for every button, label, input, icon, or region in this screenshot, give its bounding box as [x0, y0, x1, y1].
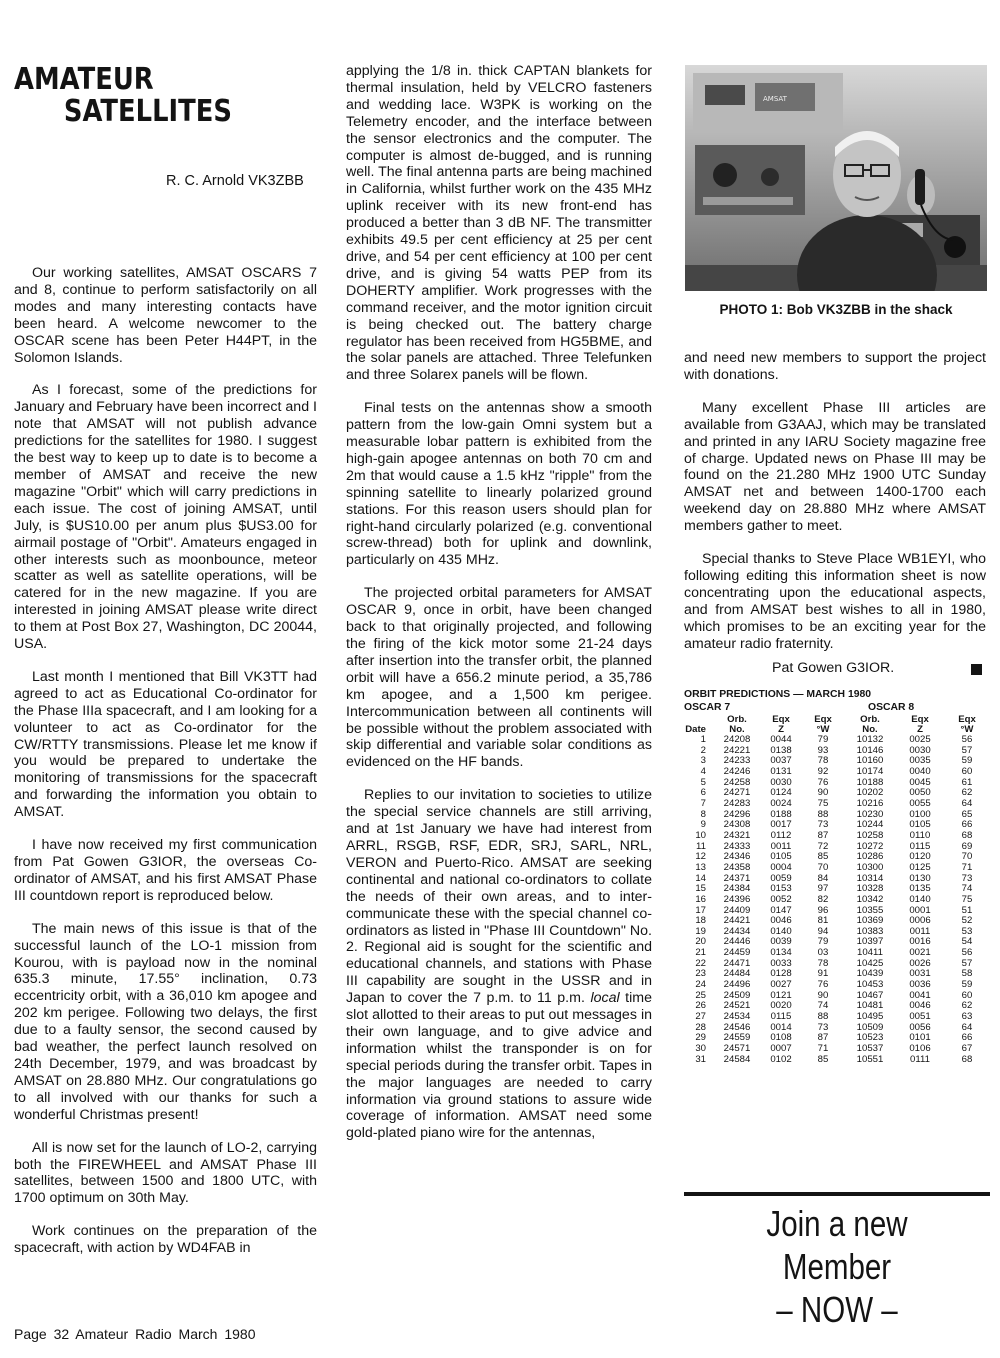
table-cell: 0101 [909, 1032, 931, 1044]
table-cell: 0050 [909, 787, 931, 799]
table-cell: 03 [817, 947, 829, 959]
table-cell: 0039 [770, 936, 792, 948]
table-cell: 24546 [723, 1021, 751, 1033]
table-cell: 3 [700, 755, 706, 767]
table-cell: 0030 [770, 776, 792, 788]
paragraph: and need new members to support the project with donations. [684, 350, 986, 383]
table-cell: 56 [961, 734, 973, 745]
table-cell: 64 [961, 1021, 973, 1033]
table-cell: 0112 [770, 829, 792, 841]
table-cell: 88 [817, 808, 829, 820]
table-row [684, 895, 990, 906]
table-cell: 52 [961, 915, 973, 927]
table-cell: 10300 [856, 861, 884, 873]
article-title [14, 64, 272, 128]
table-cell: 94 [817, 925, 829, 937]
table-cell: 76 [817, 776, 829, 788]
col-header: Orb. [860, 713, 880, 725]
table-cell: 24496 [723, 979, 751, 991]
table-cell: 0007 [770, 1043, 792, 1055]
advert-divider [684, 1192, 990, 1196]
col-header: Z [917, 723, 923, 735]
table-cell: 10 [695, 829, 706, 841]
col-header: Z [778, 723, 784, 735]
table-cell: 24509 [723, 989, 751, 1001]
table-cell: 24283 [723, 797, 751, 809]
byline: R. C. Arnold VK3ZBB [166, 173, 304, 189]
table-cell: 57 [961, 957, 973, 969]
table-row [684, 863, 990, 874]
column-1 [14, 265, 317, 1273]
table-cell: 7 [700, 797, 706, 809]
table-cell: 4 [700, 765, 706, 777]
table-cell: 64 [961, 797, 973, 809]
table-cell: 73 [817, 819, 829, 831]
col-header: °W [960, 723, 974, 735]
table-cell: 0037 [770, 755, 792, 767]
table-cell: 24246 [723, 765, 751, 777]
table-cell: 24484 [723, 968, 751, 980]
table-cell: 11 [696, 840, 706, 852]
table-cell: 24333 [723, 840, 751, 852]
table-cell: 0045 [909, 776, 931, 788]
table-cell: 10397 [856, 936, 884, 948]
table-row [684, 831, 990, 842]
table-cell: 24221 [723, 744, 751, 756]
table-cell: 90 [817, 787, 829, 799]
table-cell: 24 [695, 979, 706, 991]
table-cell: 62 [961, 787, 973, 799]
col-header: No. [729, 723, 745, 735]
table-cell: 0026 [909, 957, 931, 969]
table-cell: 75 [961, 893, 973, 905]
table-cell: 0031 [909, 968, 931, 980]
handset [915, 169, 925, 205]
table-cell: 58 [961, 968, 973, 980]
table-cell: 14 [695, 872, 706, 884]
table-cell: 0024 [770, 797, 792, 809]
paragraph: Many excellent Phase III articles are available from G3AAJ, which may be translated and printed in any IARU Society magazine free of charge. Updated news on Phase III may be found on the 21.280 MHz 1900 UTC Sunday AMSAT net and between 1400-1700 each weekend day on 28.880 MHz where AMSAT members gather to meet. [684, 399, 986, 535]
table-cell: 24571 [723, 1043, 751, 1055]
table-cell: 59 [961, 979, 973, 991]
col-header: Eqx [958, 713, 976, 725]
orbit-table [684, 715, 990, 1066]
table-cell: 10132 [856, 734, 884, 745]
table-cell: 91 [817, 968, 829, 980]
table-cell: 0138 [770, 744, 792, 756]
table-cell: 24321 [723, 829, 751, 841]
table-cell: 24208 [723, 734, 751, 745]
table-cell: 90 [817, 989, 829, 1001]
column-3 [684, 350, 986, 669]
table-cell: 0100 [909, 808, 931, 820]
signoff: Pat Gowen G3IOR. [772, 660, 895, 676]
table-cell: 24534 [723, 1011, 751, 1023]
table-cell: 10272 [856, 840, 884, 852]
table-cell: 57 [961, 744, 973, 756]
table-cell: 0188 [770, 808, 792, 820]
table-cell: 0115 [909, 840, 931, 852]
table-cell: 10328 [856, 883, 884, 895]
table-cell: 10369 [856, 915, 884, 927]
table-cell: 0125 [909, 861, 931, 873]
table-cell: 0021 [909, 947, 931, 959]
table-cell: 71 [817, 1043, 829, 1055]
table-cell: 85 [817, 1053, 829, 1065]
col-header: °W [816, 723, 830, 735]
table-cell: 71 [961, 861, 973, 873]
paragraph: Final tests on the antennas show a smooth pattern from the low-gain Omni system but a measurable lobar pattern is exhibited from the high-gain apogee antennas on both 70 cm and 2m that would cause a 1.5 kHz "ripple" from the spinning satellite to linearly polarized ground stations. For this reason users should plan for right-hand circularly polarized (e.g. conventional screw-thread) both for uplink and downlink, particularly on 435 MHz. [346, 400, 652, 569]
paragraph: Last month I mentioned that Bill VK3TT had agreed to act as Educational Co-ordinator for the Phase IIIa spacecraft, and I am looking for a volunteer to act as Co-ordinator for the CW/RTTY transmissions. Please let me know if you would be prepared to undertake the monitoring of transmissions for the spacecraft and forwarding the information you obtain to AMSAT. [14, 668, 317, 821]
table-cell: 2 [700, 744, 706, 756]
table-cell: 24584 [723, 1053, 751, 1065]
table-cell: 51 [961, 904, 973, 916]
orbit-title: ORBIT PREDICTIONS — MARCH 1980 [684, 689, 872, 700]
membership-advert [684, 1202, 990, 1331]
table-cell: 72 [817, 840, 829, 852]
table-cell: 10202 [856, 787, 884, 799]
table-cell: 10230 [856, 808, 884, 820]
table-cell: 66 [961, 1032, 973, 1044]
table-cell: 96 [817, 904, 829, 916]
paragraph: The projected orbital parameters for AMSAT OSCAR 9, once in orbit, have been changed back to that originally projected, and following the firing of the kick motor some 21-24 days after insertion into the transfer orbit, the planned orbit will have a 656.2 minute period, a 35,786 km apogee, and a 1,500 km perigee. Intercommunication between all continents will be possible without the problem associated with skip differential and variable solar conditions as evidenced on the HF bands. [346, 585, 652, 771]
table-cell: 0140 [770, 925, 792, 937]
table-cell: 0140 [909, 893, 931, 905]
advert-line-1: Join a new Member [766, 1203, 908, 1287]
table-cell: 0105 [909, 819, 931, 831]
table-cell: 53 [961, 925, 973, 937]
col-header: No. [862, 723, 878, 735]
table-cell: 0035 [909, 755, 931, 767]
table-cell: 24434 [723, 925, 751, 937]
table-cell: 0020 [770, 1000, 792, 1012]
table-cell: 0106 [909, 1043, 931, 1055]
table-cell: 20 [695, 936, 706, 948]
table-cell: 0124 [770, 787, 792, 799]
col-header: Orb. [727, 713, 747, 725]
table-cell: 75 [817, 797, 829, 809]
paragraph: I have now received my first communication from Pat Gowen G3IOR, the overseas Co-ordinator of AMSAT, and his first AMSAT Phase III countdown report is reproduced below. [14, 837, 317, 904]
table-cell: 0059 [770, 872, 792, 884]
table-cell: 22 [695, 957, 706, 969]
table-cell: 0052 [770, 893, 792, 905]
table-cell: 6 [700, 787, 706, 799]
table-cell: 16 [695, 893, 706, 905]
table-cell: 24271 [723, 787, 751, 799]
table-cell: 0040 [909, 765, 931, 777]
table-cell: 23 [695, 968, 706, 980]
table-cell: 10314 [856, 872, 884, 884]
table-cell: 19 [695, 925, 706, 937]
table-cell: 24308 [723, 819, 751, 831]
table-cell: 10411 [857, 947, 883, 959]
table-cell: 87 [817, 1032, 829, 1044]
table-cell: 0051 [909, 1011, 931, 1023]
table-cell: 66 [961, 819, 973, 831]
table-cell: 24459 [723, 947, 751, 959]
table-cell: 0055 [909, 797, 931, 809]
table-cell: 79 [817, 734, 829, 745]
table-cell: 24358 [723, 861, 751, 873]
table-cell: 10258 [856, 829, 884, 841]
table-cell: 24371 [723, 872, 751, 884]
table-cell: 9 [700, 819, 706, 831]
table-cell: 10342 [856, 893, 884, 905]
oscar8-label: OSCAR 8 [868, 701, 915, 713]
shack-photo-illustration [685, 65, 987, 291]
table-cell: 24471 [723, 957, 751, 969]
table-cell: 60 [961, 989, 973, 1001]
table-cell: 10160 [856, 755, 884, 767]
table-cell: 0027 [770, 979, 792, 991]
table-cell: 10355 [856, 904, 884, 916]
table-cell: 0121 [770, 989, 792, 1001]
table-cell: 0153 [770, 883, 792, 895]
paragraph [346, 787, 652, 1142]
table-cell: 56 [961, 947, 973, 959]
panel-label: AMSAT [763, 95, 787, 103]
table-cell: 17 [695, 904, 706, 916]
table-cell: 10509 [856, 1021, 884, 1033]
table-cell: 68 [961, 829, 973, 841]
table-cell: 30 [695, 1043, 706, 1055]
table-cell: 78 [817, 755, 829, 767]
paragraph-part: Replies to our invitation to societies to utilize the special service channels are still arriving, and at 1st January we have had interest from ARRL, RSGB, RSF, EDR, SRJ, SARL, NRL, VERON and Puerto-Rico. AMSAT are seeking continental and national co-ordinators to collate the needs of their own areas, and to inter-communicate these with the special channel co-ordinators as listed in "Phase III Countdown" No. 2. Regional aid is sought for the scientific and educational channels, and stations with Phase III capability are sought in the USSR and in Japan to cover the 7 p.m. to 11 p.m. [346, 787, 652, 1007]
table-cell: 29 [695, 1032, 706, 1044]
table-cell: 54 [961, 936, 973, 948]
col-header: Eqx [772, 713, 790, 725]
table-cell: 0108 [770, 1032, 792, 1044]
table-cell: 62 [961, 1000, 973, 1012]
table-cell: 10174 [856, 765, 884, 777]
table-cell: 0044 [770, 734, 792, 745]
table-cell: 8 [700, 808, 706, 820]
table-cell: 0025 [909, 734, 931, 745]
table-cell: 24233 [723, 755, 751, 767]
table-cell: 24421 [723, 915, 751, 927]
table-cell: 0131 [770, 765, 792, 777]
table-cell: 61 [961, 776, 973, 788]
table-cell: 63 [961, 1011, 973, 1023]
table-cell: 0036 [909, 979, 931, 991]
table-cell: 24559 [723, 1032, 751, 1044]
table-row [684, 1055, 990, 1066]
table-cell: 24384 [723, 883, 751, 895]
table-cell: 24346 [723, 851, 751, 863]
table-cell: 85 [817, 851, 829, 863]
table-cell: 0046 [770, 915, 792, 927]
col-header: Date [685, 723, 706, 735]
table-cell: 24446 [723, 936, 751, 948]
table-cell: 10523 [856, 1032, 884, 1044]
table-cell: 59 [961, 755, 973, 767]
table-cell: 70 [817, 861, 829, 873]
table-cell: 0041 [909, 989, 931, 1001]
oscar7-label: OSCAR 7 [684, 701, 731, 713]
table-cell: 0128 [770, 968, 792, 980]
paragraph: As I forecast, some of the predictions for January and February have been incorrect and I note that AMSAT will not publish advance predictions for the satellites for 1980. I suggest the best way to keep up to date is to become a member of AMSAT and receive the new magazine "Orbit" which will carry predictions in each issue. The cost of joining AMSAT, until July, is $US10.00 per anum plus $US3.00 for airmail postage of "Orbit". Amateurs engaged in other interests such as moonbounce, meteor scatter as well as satellite operations, will be catered for in the new magazine. If you are interested in joining AMSAT please write direct to them at Post Box 27, Washington, DC 20044, USA. [14, 382, 317, 653]
table-cell: 10146 [856, 744, 884, 756]
orbit-table-body [684, 735, 990, 1065]
table-cell: 0120 [909, 851, 931, 863]
table-cell: 92 [817, 765, 829, 777]
paragraph: Special thanks to Steve Place WB1EYI, who following editing this information sheet is now concentrating upon the educational aspects, and from AMSAT best wishes to all in 1980, which promises to be an exciting year for the amateur radio fraternity. [684, 551, 986, 652]
table-cell: 0135 [909, 883, 931, 895]
paragraph: Our working satellites, AMSAT OSCARS 7 and 8, continue to perform satisfactorily on all modes and many interesting contacts have been heard. A welcome newcomer to the OSCAR scene has been Peter H44PT, in the Solomon Islands. [14, 265, 317, 366]
end-mark [971, 664, 982, 675]
table-cell: 76 [817, 979, 829, 991]
table-cell: 15 [695, 883, 706, 895]
table-cell: 24409 [723, 904, 751, 916]
table-cell: 0033 [770, 957, 792, 969]
table-cell: 31 [695, 1053, 706, 1065]
table-cell: 10537 [856, 1043, 884, 1055]
table-cell: 0014 [770, 1021, 792, 1033]
table-cell: 0111 [910, 1053, 930, 1065]
table-cell: 79 [817, 936, 829, 948]
table-cell: 82 [817, 893, 829, 905]
photo-caption: PHOTO 1: Bob VK3ZBB in the shack [719, 302, 953, 317]
table-cell: 0046 [909, 1000, 931, 1012]
table-cell: 28 [695, 1021, 706, 1033]
table-cell: 87 [817, 829, 829, 841]
orbit-predictions [684, 690, 990, 1065]
table-cell: 10188 [856, 776, 884, 788]
col-header: Eqx [814, 713, 832, 725]
table-cell: 88 [817, 1011, 829, 1023]
table-cell: 24396 [723, 893, 751, 905]
table-cell: 73 [817, 1021, 829, 1033]
paragraph: applying the 1/8 in. thick CAPTAN blankets for thermal insulation, held by VELCRO fasteners and wedding lace. W3PK is working on the Telemetry encoder, and the interface between the sensor electronics and the computer. The computer is almost de-bugged, and is running well. The final antenna parts are being machined in California, whilst further work on the 435 MHz uplink receiver with its new front-end has produced a better than 3 dB NF. The transmitter exhibits 49.5 per cent efficiency at 25 per cent drive, and 54 per cent efficiency at 100 per cent drive, and is giving 54 watts PEP from its DOHERTY amplifier. Work progresses with the command receiver, and the motor ignition circuit is being checked out. The battery charge regulator has been received from HG5BME, and the solar panels are attached. Three Telefunken and three Solarex panels will be flown. [346, 63, 652, 384]
table-cell: 81 [817, 915, 829, 927]
table-cell: 18 [695, 915, 706, 927]
table-cell: 26 [695, 1000, 706, 1012]
table-cell: 10453 [856, 979, 884, 991]
table-cell: 1 [700, 734, 706, 745]
table-cell: 10383 [856, 925, 884, 937]
table-cell: 27 [695, 1011, 706, 1023]
table-cell: 0102 [770, 1053, 792, 1065]
table-cell: 5 [700, 776, 706, 788]
table-cell: 10467 [856, 989, 884, 1001]
paragraph-part: time slot allotted to their areas to put out messages in their own language, and to give advice and information whilst the transponder is on for special periods during the transfer orbit. Tapes in the major languages are needed to carry information via ground stations to assure wide coverage of information. AMSAT need some gold-plated piano wire for the antennas, [346, 990, 652, 1142]
table-cell: 69 [961, 840, 973, 852]
paragraph: Work continues on the preparation of the spacecraft, with action by WD4FAB in [14, 1223, 317, 1257]
table-cell: 97 [817, 883, 829, 895]
table-cell: 0110 [909, 829, 931, 841]
table-cell: 10495 [856, 1011, 884, 1023]
table-cell: 0115 [770, 1011, 792, 1023]
column-2 [346, 63, 652, 1158]
col-header: Eqx [911, 713, 929, 725]
table-cell: 24258 [723, 776, 751, 788]
table-cell: 68 [961, 1053, 973, 1065]
table-cell: 10481 [856, 1000, 884, 1012]
table-cell: 0006 [909, 915, 931, 927]
table-cell: 70 [961, 851, 973, 863]
table-row [684, 799, 990, 810]
title-line-2: SATELLITES [63, 94, 232, 129]
table-cell: 10425 [856, 957, 884, 969]
table-cell: 0017 [770, 819, 792, 831]
paragraph: The main news of this issue is that of the successful launch of the LO-1 mission from Kourou, with is payload now in the nominal 635.3 minute, 17.55° inclination, 0.73 eccentricity orbit, with a 36,010 km apogee and 202 km perigee. Following two delays, the first due to a faulty sensor, the second caused by bad weather, the perfect launch resolved on 24th December, 1979, and was broadcast by AMSAT on 28.880 MHz. Our congratulations go to all involved with our thanks for such a wonderful Christmas present! [14, 920, 317, 1123]
table-cell: 0130 [909, 872, 931, 884]
table-cell: 0030 [909, 744, 931, 756]
table-cell: 0011 [770, 840, 792, 852]
paragraph: All is now set for the launch of LO-2, carrying both the FIREWHEEL and AMSAT Phase III satellites, between 1500 and 1800 UTC, with 1700 optimum on 30th May. [14, 1139, 317, 1207]
table-cell: 0011 [909, 925, 931, 937]
italic-word: local [590, 990, 620, 1007]
table-cell: 93 [817, 744, 829, 756]
table-cell: 0056 [909, 1021, 931, 1033]
table-cell: 10286 [856, 851, 884, 863]
table-cell: 24521 [723, 1000, 751, 1012]
table-cell: 0004 [770, 861, 792, 873]
table-cell: 65 [961, 808, 973, 820]
table-cell: 67 [961, 1043, 973, 1055]
advert-line-2: – NOW – [776, 1289, 898, 1330]
table-cell: 60 [961, 765, 973, 777]
table-cell: 21 [695, 947, 706, 959]
table-cell: 13 [695, 861, 706, 873]
table-cell: 73 [961, 872, 973, 884]
table-cell: 25 [695, 989, 706, 1001]
table-cell: 0147 [770, 904, 792, 916]
table-cell: 0001 [909, 904, 931, 916]
table-cell: 78 [817, 957, 829, 969]
page-footer: Page 32 Amateur Radio March 1980 [14, 1326, 256, 1342]
table-cell: 74 [961, 883, 973, 895]
table-cell: 0016 [909, 936, 931, 948]
table-cell: 10551 [856, 1053, 884, 1065]
table-cell: 24296 [723, 808, 751, 820]
table-cell: 12 [695, 851, 706, 863]
table-cell: 0105 [770, 851, 792, 863]
shack-photo [685, 65, 987, 291]
table-cell: 0134 [770, 947, 792, 959]
table-cell: 10216 [856, 797, 884, 809]
title-line-1: AMATEUR [14, 62, 154, 97]
table-cell: 10439 [856, 968, 884, 980]
table-cell: 74 [817, 1000, 829, 1012]
table-cell: 10244 [856, 819, 884, 831]
table-cell: 84 [817, 872, 829, 884]
